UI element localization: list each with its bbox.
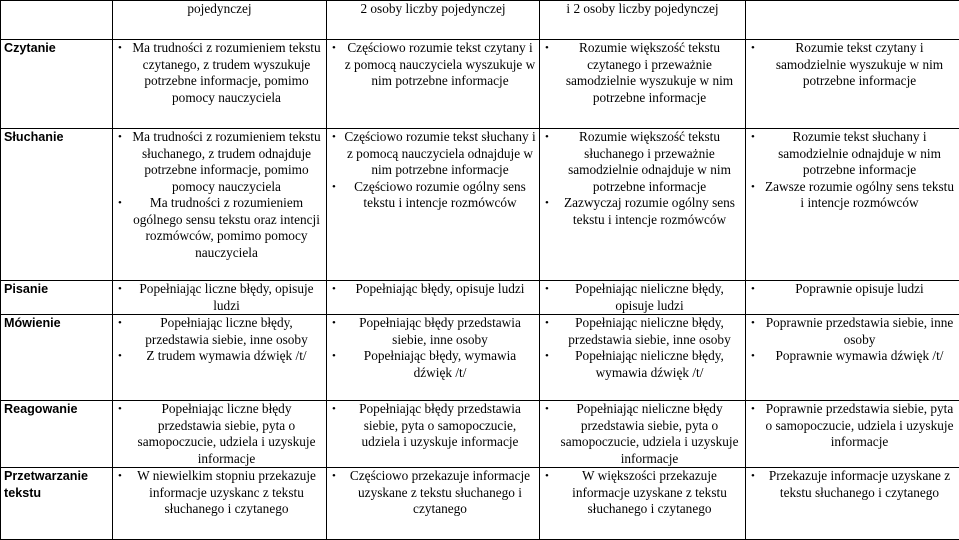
criteria-text: Popełniając liczne błędy przedstawia siebie, pyta o samopoczucie, udziela i uzyskuje informacje (130, 401, 323, 467)
bullet-icon: • (332, 281, 336, 298)
bullet-icon: • (545, 195, 549, 212)
bullet-icon: • (118, 468, 122, 485)
criteria-list (543, 468, 742, 518)
criteria-list (543, 401, 742, 467)
table-row (1, 468, 959, 540)
bullet-icon: • (751, 129, 755, 146)
row-label: Słuchanie (1, 129, 113, 281)
criteria-cell (327, 315, 540, 401)
criteria-text: Popełniając nieliczne błędy, opisuje ludzi (557, 281, 742, 314)
bullet-icon: • (332, 40, 336, 57)
bullet-icon: • (751, 348, 755, 365)
criteria-list (749, 468, 956, 501)
criteria-text: Ma trudności z rozumieniem tekstu czytanego, z trudem wyszukuje potrzebne informacje, pomimo pomocy nauczyciela (130, 40, 323, 106)
header-cell-criterion (1, 1, 113, 40)
criteria-list (543, 315, 742, 381)
list-item (130, 468, 323, 518)
criteria-cell (746, 315, 959, 401)
criteria-cell (540, 401, 746, 468)
criteria-cell (746, 129, 959, 281)
list-item (130, 348, 323, 365)
bullet-icon: • (751, 40, 755, 57)
criteria-cell (540, 315, 746, 401)
table-row (1, 315, 959, 401)
criteria-text: Częściowo przekazuje informacje uzyskane z tekstu słuchanego i czytanego (344, 468, 536, 518)
criteria-text: Częściowo rozumie tekst czytany i z pomocą nauczyciela wyszukuje w nim potrzebne informacje (344, 40, 536, 90)
criteria-cell (113, 281, 327, 315)
bullet-icon: • (545, 129, 549, 146)
criteria-cell (327, 40, 540, 129)
criteria-cell (327, 468, 540, 540)
criteria-list (749, 401, 956, 451)
header-cell-grade-1: pojedynczej (113, 1, 327, 40)
criteria-cell (327, 281, 540, 315)
bullet-icon: • (751, 179, 755, 196)
bullet-icon: • (751, 468, 755, 485)
bullet-icon: • (545, 468, 549, 485)
table-row (1, 281, 959, 315)
criteria-list (330, 468, 536, 518)
criteria-list (749, 40, 956, 90)
criteria-text: Przekazuje informacje uzyskane z tekstu słuchanego i czytanego (763, 468, 956, 501)
criteria-cell (113, 40, 327, 129)
bullet-icon: • (545, 315, 549, 332)
bullet-icon: • (118, 195, 122, 212)
criteria-cell (113, 129, 327, 281)
criteria-text: Rozumie tekst słuchany i samodzielnie odnajduje w nim potrzebne informacje (763, 129, 956, 179)
criteria-text: Poprawnie wymawia dźwięk /t/ (763, 348, 956, 365)
bullet-icon: • (118, 315, 122, 332)
criteria-list (330, 401, 536, 451)
criteria-text: Z trudem wymawia dźwięk /t/ (130, 348, 323, 365)
criteria-cell (113, 315, 327, 401)
bullet-icon: • (751, 401, 755, 418)
criteria-text: Popełniając nieliczne błędy, wymawia dźwięk /t/ (557, 348, 742, 381)
list-item (763, 281, 956, 298)
criteria-list (116, 129, 323, 261)
criteria-cell (746, 468, 959, 540)
criteria-text: Popełniając błędy przedstawia siebie, pyta o samopoczucie, udziela i uzyskuje informacje (344, 401, 536, 451)
criteria-text: Popełniając liczne błędy, przedstawia siebie, inne osoby (130, 315, 323, 348)
criteria-text: Częściowo rozumie ogólny sens tekstu i intencje rozmówców (344, 179, 536, 212)
list-item (763, 40, 956, 90)
list-item (130, 129, 323, 195)
criteria-text: Popełniając błędy, wymawia dźwięk /t/ (344, 348, 536, 381)
header-cell-grade-4 (746, 1, 959, 40)
table-row (1, 40, 959, 129)
row-label: Mówienie (1, 315, 113, 401)
list-item (763, 401, 956, 451)
criteria-text: Poprawnie przedstawia siebie, pyta o samopoczucie, udziela i uzyskuje informacje (763, 401, 956, 451)
bullet-icon: • (751, 315, 755, 332)
bullet-icon: • (118, 401, 122, 418)
bullet-icon: • (118, 281, 122, 298)
criteria-text: Popełniając liczne błędy, opisuje ludzi (130, 281, 323, 314)
criteria-list (116, 281, 323, 314)
bullet-icon: • (332, 348, 336, 365)
list-item (557, 281, 742, 314)
list-item (557, 468, 742, 518)
criteria-list (749, 281, 956, 298)
criteria-cell (113, 468, 327, 540)
header-cell-grade-3: i 2 osoby liczby pojedynczej (540, 1, 746, 40)
criteria-cell (540, 129, 746, 281)
list-item (763, 348, 956, 365)
criteria-list (330, 281, 536, 298)
row-label: Reagowanie (1, 401, 113, 468)
list-item (763, 129, 956, 179)
bullet-icon: • (332, 401, 336, 418)
criteria-cell (540, 281, 746, 315)
criteria-list (330, 40, 536, 90)
criteria-list (330, 315, 536, 381)
list-item (344, 401, 536, 451)
list-item (557, 348, 742, 381)
criteria-text: W niewielkim stopniu przekazuje informacje uzyskanc z tekstu słuchanego i czytanego (130, 468, 323, 518)
criteria-cell (540, 40, 746, 129)
table-body (1, 1, 959, 540)
header-cell-grade-2: 2 osoby liczby pojedynczej (327, 1, 540, 40)
list-item (130, 401, 323, 467)
criteria-text: Zawsze rozumie ogólny sens tekstu i intencje rozmówców (763, 179, 956, 212)
criteria-cell (327, 129, 540, 281)
list-item (344, 315, 536, 348)
list-item (557, 129, 742, 195)
criteria-text: Rozumie tekst czytany i samodzielnie wyszukuje w nim potrzebne informacje (763, 40, 956, 90)
list-item (130, 281, 323, 314)
list-item (344, 40, 536, 90)
list-item (763, 468, 956, 501)
bullet-icon: • (545, 40, 549, 57)
criteria-list (116, 468, 323, 518)
bullet-icon: • (545, 281, 549, 298)
bullet-icon: • (332, 179, 336, 196)
row-label: Pisanie (1, 281, 113, 315)
criteria-text: W większości przekazuje informacje uzyskane z tekstu słuchanego i czytanego (557, 468, 742, 518)
criteria-text: Poprawnie opisuje ludzi (763, 281, 956, 298)
list-item (557, 40, 742, 106)
row-label: Czytanie (1, 40, 113, 129)
criteria-text: Popełniając nieliczne błędy, przedstawia siebie, inne osoby (557, 315, 742, 348)
list-item (130, 195, 323, 261)
criteria-text: Rozumie większość tekstu słuchanego i przeważnie samodzielnie odnajduje w nim potrzebne informacje (557, 129, 742, 195)
bullet-icon: • (118, 129, 122, 146)
criteria-cell (746, 40, 959, 129)
criteria-list (749, 129, 956, 212)
list-item (344, 179, 536, 212)
bullet-icon: • (545, 348, 549, 365)
table-row (1, 401, 959, 468)
criteria-cell (113, 401, 327, 468)
bullet-icon: • (751, 281, 755, 298)
criteria-list (116, 40, 323, 106)
criteria-text: Częściowo rozumie tekst słuchany i z pomocą nauczyciela odnajduje w nim potrzebne informacje (344, 129, 536, 179)
list-item (130, 40, 323, 106)
criteria-list (543, 281, 742, 314)
criteria-text: Popełniając nieliczne błędy przedstawia siebie, pyta o samopoczucie, udziela i uzyskuje informacje (557, 401, 742, 467)
criteria-cell (540, 468, 746, 540)
criteria-text: Zazwyczaj rozumie ogólny sens tekstu i intencje rozmówców (557, 195, 742, 228)
list-item (557, 195, 742, 228)
list-item (344, 281, 536, 298)
list-item (130, 315, 323, 348)
criteria-text: Popełniając błędy, opisuje ludzi (344, 281, 536, 298)
criteria-text: Popełniając błędy przedstawia siebie, inne osoby (344, 315, 536, 348)
table-row (1, 129, 959, 281)
list-item (344, 129, 536, 179)
criteria-list (543, 129, 742, 228)
bullet-icon: • (332, 468, 336, 485)
criteria-list (749, 315, 956, 365)
bullet-icon: • (545, 401, 549, 418)
criteria-cell (746, 401, 959, 468)
criteria-text: Poprawnie przedstawia siebie, inne osoby (763, 315, 956, 348)
criteria-list (330, 129, 536, 212)
list-item (557, 401, 742, 467)
list-item (557, 315, 742, 348)
bullet-icon: • (332, 129, 336, 146)
bullet-icon: • (118, 40, 122, 57)
criteria-text: Ma trudności z rozumieniem tekstu słuchanego, z trudem odnajduje potrzebne informacje, pomimo pomocy nauczyciela (130, 129, 323, 195)
bullet-icon: • (332, 315, 336, 332)
list-item (763, 315, 956, 348)
criteria-list (116, 315, 323, 365)
criteria-cell (746, 281, 959, 315)
header-row (1, 1, 959, 40)
list-item (763, 179, 956, 212)
list-item (344, 348, 536, 381)
criteria-list (543, 40, 742, 106)
criteria-text: Ma trudności z rozumieniem ogólnego sensu tekstu oraz intencji rozmówców, pomimo pomocy nauczyciela (130, 195, 323, 261)
criteria-list (116, 401, 323, 467)
list-item (344, 468, 536, 518)
bullet-icon: • (118, 348, 122, 365)
criteria-cell (327, 401, 540, 468)
row-label: Przetwarzanie tekstu (1, 468, 113, 540)
criteria-text: Rozumie większość tekstu czytanego i przeważnie samodzielnie wyszukuje w nim potrzebne informacje (557, 40, 742, 106)
